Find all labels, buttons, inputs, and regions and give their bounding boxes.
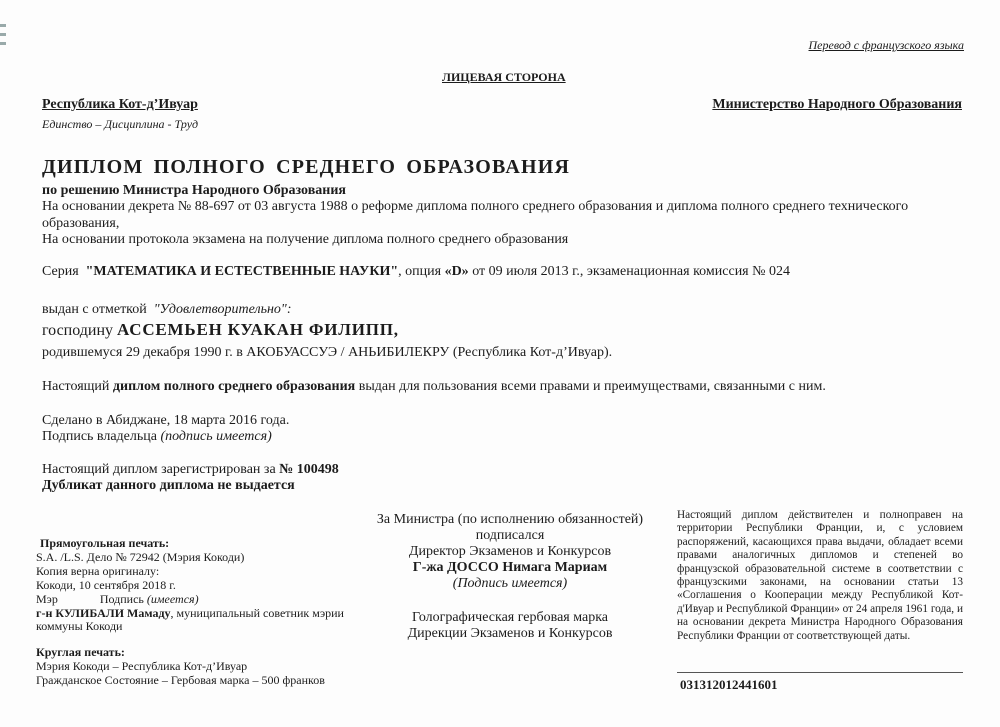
rect-stamp-title: Прямоугольная печать: <box>40 536 170 550</box>
option-value: «D» <box>444 264 469 279</box>
diploma-serial-number: 031312012441601 <box>680 677 778 692</box>
registered-number: № 100498 <box>279 462 339 477</box>
round-stamp-line1: Мэрия Кокоди – Республика Кот-д’Ивуар <box>36 659 248 673</box>
translation-note: Перевод с французского языка <box>808 38 964 52</box>
for-minister: За Министра (по исполнению обязанностей) <box>376 512 644 527</box>
holder-signature-note: (подпись имеется) <box>160 429 272 444</box>
basis-decree-line1: На основании декрета № 88-697 от 03 августа 1988 о реформе диплома полного среднего образования и диплома полного среднего технического <box>42 199 909 214</box>
mayor-signature-note: (имеется) <box>146 592 199 606</box>
official-name: КУЛИБАЛИ Мамаду <box>55 606 171 620</box>
mayor-label: Мэр <box>36 592 58 606</box>
by-decision: по решению Министра Народного Образования <box>42 183 346 198</box>
registered-line <box>42 462 339 478</box>
option-suffix: от 09 июля 2013 г., экзаменационная комиссия № 024 <box>472 264 790 279</box>
issued-with-line <box>42 302 291 318</box>
holder-line <box>42 320 399 340</box>
series-line <box>42 264 790 280</box>
scan-edge-marks <box>0 24 8 64</box>
rect-stamp-line1: S.A. /L.S. Дело № 72942 (Мэрия Кокоди) <box>36 550 245 564</box>
director-title: Директор Экзаменов и Конкурсов <box>408 544 612 559</box>
rect-stamp-line3: Кокоди, 10 сентября 2018 г. <box>36 578 176 592</box>
round-stamp-title: Круглая печать: <box>36 645 125 659</box>
issued-with-label: выдан с отметкой <box>42 302 147 317</box>
duplicate-note: Дубликат данного диплома не выдается <box>42 478 295 493</box>
validity-text: Настоящий диплом действителен и полноправен на территории Республики Франции, и, с условием распоряжений, касающихся права выдачи, обладает всеми правами аналогичных дипломов и степеней во французской образовательной системе в соответствии с французскими законами, на основании статьи 13 «Соглашения о Кооперации между Республикой Кот-д'Ивуар и Республикой Франции» от 24 апреля 1961 года, и на основании декрета Министра Народного Образования Республики Франции от соответствующей даты. <box>677 509 963 642</box>
ministry-name: Министерство Народного Образования <box>712 97 962 112</box>
holder-name: АССЕМЬЕН КУАКАН ФИЛИПП, <box>117 320 399 339</box>
republic-name: Республика Кот-д’Ивуар <box>42 97 198 112</box>
validity-divider <box>677 672 963 673</box>
present-suffix: выдан для пользования всеми правами и преимуществами, связанными с ним. <box>358 379 826 394</box>
official-line2: коммуны Кокоди <box>36 619 123 633</box>
mayor-signature-line <box>36 592 199 607</box>
round-stamp-line2: Гражданское Состояние – Гербовая марка – 500 франков <box>36 673 325 687</box>
director-name: Г-жа ДОССО Нимага Мариам <box>412 560 608 575</box>
official-role: , муниципальный советник мэрии <box>170 606 344 620</box>
director-signature-note: (Подпись имеется) <box>452 576 568 591</box>
official-prefix: г-н <box>36 606 53 620</box>
holder-signature-label: Подпись владельца <box>42 429 157 444</box>
series-name: "МАТЕМАТИКА И ЕСТЕСТВЕННЫЕ НАУКИ" <box>85 264 399 279</box>
present-prefix: Настоящий <box>42 379 110 394</box>
basis-protocol: На основании протокола экзамена на получение диплома полного среднего образования <box>42 232 569 247</box>
registered-label: Настоящий диплом зарегистрирован за <box>42 462 276 477</box>
diploma-title: ДИПЛОМ ПОЛНОГО СРЕДНЕГО ОБРАЗОВАНИЯ <box>42 156 571 178</box>
grade-mark: "Удовлетворительно": <box>153 302 292 317</box>
holographic-stamp-line1: Голографическая гербовая марка <box>412 610 608 625</box>
done-in: Сделано в Абиджане, 18 марта 2016 года. <box>42 413 290 428</box>
present-diploma-line <box>42 379 826 395</box>
holographic-stamp-line2: Дирекции Экзаменов и Конкурсов <box>407 626 613 641</box>
motto: Единство – Дисциплина - Труд <box>42 117 199 131</box>
rect-stamp-line2: Копия верна оригиналу: <box>36 564 160 578</box>
basis-decree-line2: образования, <box>42 216 120 231</box>
series-prefix: Серия <box>42 264 79 279</box>
option-prefix: , опция <box>398 264 442 279</box>
present-bold: диплом полного среднего образования <box>112 379 356 394</box>
signed-label: подписался <box>475 528 545 543</box>
birth-info: родившемуся 29 декабря 1990 г. в АКОБУАССУЭ / АНЬИБИЛЕКРУ (Республика Кот-д’Ивуар). <box>42 345 613 360</box>
mayor-signature-label: Подпись <box>99 592 144 606</box>
side-title: ЛИЦЕВАЯ СТОРОНА <box>442 70 566 84</box>
holder-signature-line <box>42 429 272 445</box>
to-mr-label: господину <box>42 322 114 339</box>
